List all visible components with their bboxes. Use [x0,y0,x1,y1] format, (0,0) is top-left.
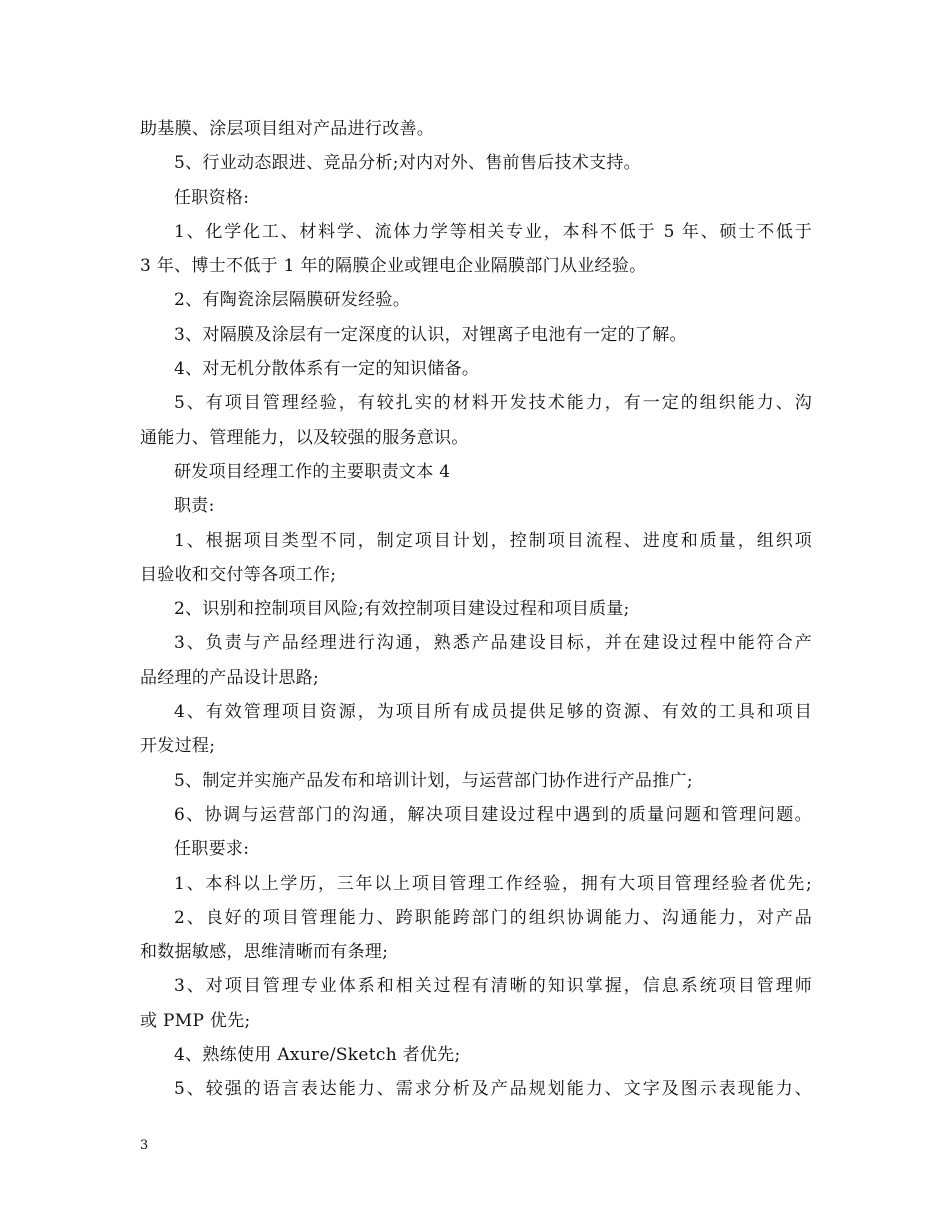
document-body [140,112,812,1107]
text-line: 和数据敏感，思维清晰而有条理; [140,942,389,963]
text-line: 3、对项目管理专业体系和相关过程有清晰的知识掌握，信息系统项目管理师 [174,976,812,997]
text-line: 目验收和交付等各项工作; [140,564,337,585]
text-line: 5、制定并实施产品发布和培训计划，与运营部门协作进行产品推广; [174,770,693,791]
text-line: 任职资格: [174,187,250,208]
text-line: 或 PMP 优先; [140,1010,251,1031]
text-line: 6、协调与运营部门的沟通，解决项目建设过程中遇到的质量问题和管理问题。 [174,804,812,825]
text-line: 5、有项目管理经验，有较扎实的材料开发技术能力，有一定的组织能力、沟 [174,393,812,414]
text-line: 品经理的产品设计思路; [140,667,320,688]
text-line: 4、熟练使用 Axure/Sketch 者优先; [174,1045,461,1066]
text-line: 4、对无机分散体系有一定的知识储备。 [174,359,480,380]
text-line: 3、对隔膜及涂层有一定深度的认识，对锂离子电池有一定的了解。 [174,324,687,345]
page-number: 3 [140,1138,149,1153]
text-line: 2、识别和控制项目风险;有效控制项目建设过程和项目质量; [174,599,630,620]
text-line: 2、有陶瓷涂层隔膜研发经验。 [174,290,411,311]
text-line: 3、负责与产品经理进行沟通，熟悉产品建设目标，并在建设过程中能符合产 [174,633,812,654]
text-line: 1、本科以上学历，三年以上项目管理工作经验，拥有大项目管理经验者优先; [174,873,812,894]
text-line: 5、较强的语言表达能力、需求分析及产品规划能力、文字及图示表现能力、 [174,1079,812,1100]
text-line: 研发项目经理工作的主要职责文本 4 [174,461,451,482]
text-line: 任职要求: [174,839,250,860]
text-line: 助基膜、涂层项目组对产品进行改善。 [140,119,435,139]
text-line: 1、根据项目类型不同，制定项目计划，控制项目流程、进度和质量，组织项 [174,530,812,551]
text-line: 5、行业动态跟进、竞品分析;对内对外、售前售后技术支持。 [174,153,641,174]
text-line: 通能力、管理能力，以及较强的服务意识。 [140,427,469,448]
text-line: 职责: [174,496,215,517]
text-line: 开发过程; [140,736,216,757]
text-line: 1、化学化工、材料学、流体力学等相关专业，本科不低于 5 年、硕士不低于 [174,221,812,242]
text-line: 4、有效管理项目资源，为项目所有成员提供足够的资源、有效的工具和项目 [174,702,812,723]
text-line: 3 年、博士不低于 1 年的隔膜企业或锂电企业隔膜部门从业经验。 [140,256,647,277]
text-line: 2、良好的项目管理能力、跨职能跨部门的组织协调能力、沟通能力，对产品 [174,907,812,928]
